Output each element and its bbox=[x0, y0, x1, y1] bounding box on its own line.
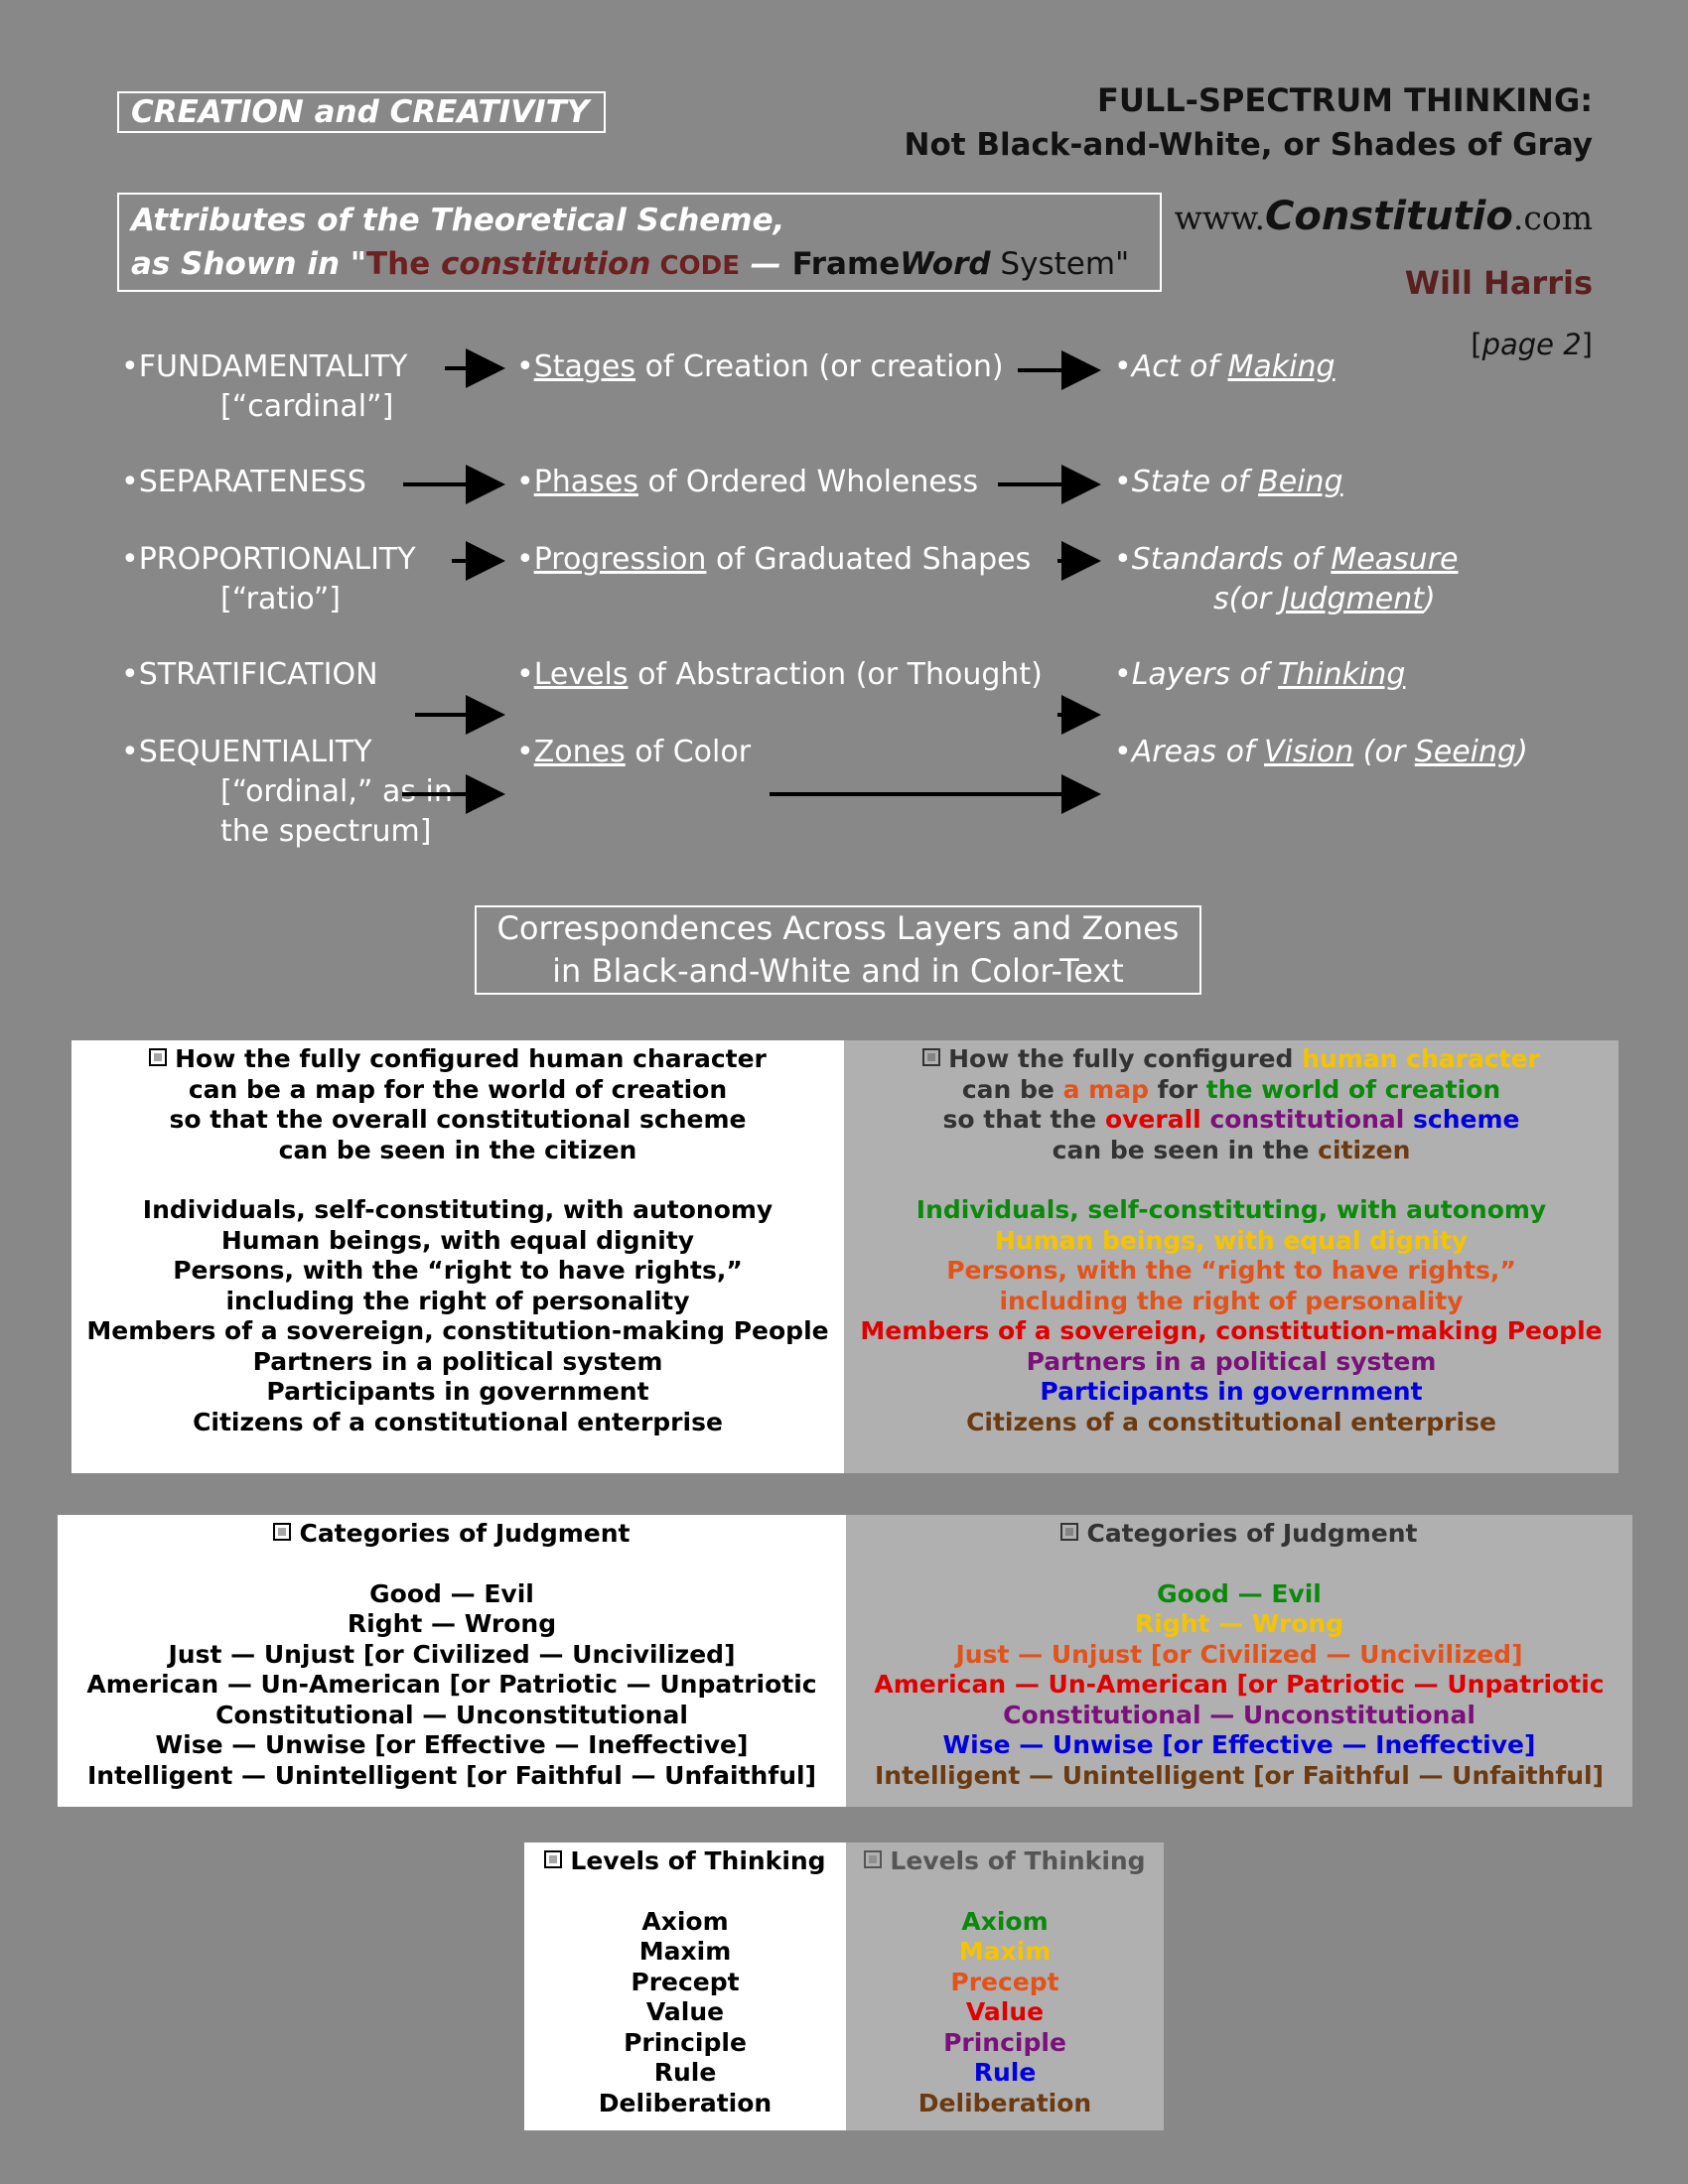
list-item: Axiom bbox=[961, 1906, 1049, 1936]
list-item: Principle bbox=[624, 2027, 747, 2057]
list-item: Wise — Unwise [or Effective — Ineffective] bbox=[942, 1730, 1536, 1759]
list-item: Individuals, self-constituting, with autonomy bbox=[915, 1195, 1547, 1224]
list-item: Good — Evil bbox=[369, 1578, 534, 1608]
attribute-separateness: •SEPARATENESS bbox=[121, 465, 366, 499]
page-subtitle: Not Black-and-White, or Shades of Gray bbox=[904, 127, 1593, 163]
list-item: Wise — Unwise [or Effective — Ineffective] bbox=[155, 1730, 749, 1759]
table-heading: Categories of Judgment bbox=[58, 1519, 846, 1550]
judgment-table-color bbox=[846, 1515, 1632, 1807]
site-prefix: www. bbox=[1174, 199, 1265, 237]
list-item: Value bbox=[965, 1997, 1045, 2026]
judgment-table-bw bbox=[58, 1515, 846, 1807]
list-item: Rule bbox=[973, 2058, 1037, 2087]
list-item: Right — Wrong bbox=[347, 1609, 557, 1638]
levels-of-abstraction: •Levels of Abstraction (or Thought) bbox=[516, 657, 1043, 692]
attribute-proportionality: •PROPORTIONALITY bbox=[121, 542, 416, 577]
or-judgment: s(or Judgment) bbox=[1213, 582, 1436, 616]
character-table-color: How the fully configured human character can be a map for the world of creation so that the overall constitutional scheme can be seen in the citizen Individuals, self-constituting, with autonomy Human beings, with equal dignity Persons, with the “right to have rights,” including the right of personality Members of a sovereign, constitution-making People Partners in a political system Participants in government Citizens of a constitutional enterprise bbox=[844, 1040, 1618, 1473]
list-item: Participants in government bbox=[1040, 1377, 1423, 1406]
attribute-note-line2: the spectrum] bbox=[220, 814, 432, 849]
box-icon bbox=[864, 1850, 882, 1868]
page-number: [page 2] bbox=[1471, 328, 1593, 361]
state-of-being: •State of Being bbox=[1114, 465, 1343, 499]
stages-of-creation: •Stages of Creation (or creation) bbox=[516, 349, 1004, 384]
table-heading: Categories of Judgment bbox=[846, 1519, 1632, 1550]
list-item: Intelligent — Unintelligent [or Faithful — Unfaithful] bbox=[874, 1760, 1605, 1790]
list-item: American — Un-American [or Patriotic — Unpatriotic bbox=[86, 1670, 817, 1699]
box-icon bbox=[1060, 1523, 1078, 1541]
list-item: Partners in a political system bbox=[252, 1346, 663, 1376]
phases-of-wholeness: •Phases of Ordered Wholeness bbox=[516, 465, 979, 499]
list-item: Individuals, self-constituting, with autonomy bbox=[142, 1195, 774, 1224]
attribute-stratification: •STRATIFICATION bbox=[121, 657, 378, 692]
list-item: Intelligent — Unintelligent [or Faithful — Unfaithful] bbox=[86, 1760, 817, 1790]
list-item: Deliberation bbox=[598, 2088, 773, 2117]
list-item: Members of a sovereign, constitution-making People bbox=[860, 1316, 1603, 1345]
attribute-note: [“ordinal,” as in bbox=[220, 774, 453, 809]
list-item: including the right of personality bbox=[999, 1286, 1464, 1315]
list-item: Maxim bbox=[638, 1937, 732, 1966]
list-item: Persons, with the “right to have rights,” bbox=[946, 1256, 1516, 1285]
site-name: Constitutio bbox=[1264, 194, 1513, 239]
attribute-fundamentality: •FUNDAMENTALITY bbox=[121, 349, 408, 384]
list-item: Partners in a political system bbox=[1026, 1346, 1437, 1376]
list-item: including the right of personality bbox=[225, 1286, 690, 1315]
list-item: Just — Unjust [or Civilized — Uncivilized] bbox=[168, 1639, 736, 1669]
attribute-note: [“cardinal”] bbox=[220, 389, 394, 424]
attribute-sequentiality: •SEQUENTIALITY bbox=[121, 735, 372, 769]
box-icon bbox=[149, 1048, 167, 1066]
list-item: American — Un-American [or Patriotic — Unpatriotic bbox=[874, 1670, 1605, 1699]
list-item: Constitutional — Unconstitutional bbox=[215, 1700, 688, 1729]
progression-of-shapes: •Progression of Graduated Shapes bbox=[516, 542, 1032, 577]
list-item: Value bbox=[645, 1997, 725, 2026]
areas-of-vision: •Areas of Vision (or Seeing) bbox=[1114, 735, 1528, 769]
box-icon bbox=[544, 1850, 562, 1868]
list-item: Human beings, with equal dignity bbox=[220, 1225, 695, 1255]
list-item: Citizens of a constitutional enterprise bbox=[966, 1407, 1496, 1436]
list-item: Persons, with the “right to have rights,” bbox=[173, 1256, 743, 1285]
page-title: FULL-SPECTRUM THINKING: bbox=[1096, 81, 1593, 119]
attributes-line2: as Shown in "The constitution CODE — FrameWord System" bbox=[131, 246, 1130, 282]
list-item: Constitutional — Unconstitutional bbox=[1003, 1700, 1476, 1729]
list-item: Citizens of a constitutional enterprise bbox=[193, 1407, 723, 1436]
section-label: CREATION and CREATIVITY bbox=[117, 91, 606, 133]
table-heading: Levels of Thinking bbox=[846, 1846, 1164, 1877]
layers-of-thinking: •Layers of Thinking bbox=[1114, 657, 1406, 692]
list-item: Axiom bbox=[641, 1906, 729, 1936]
list-item: Just — Unjust [or Civilized — Uncivilized] bbox=[955, 1639, 1523, 1669]
list-item: Deliberation bbox=[917, 2088, 1092, 2117]
site-suffix: .com bbox=[1512, 199, 1593, 237]
list-item: Members of a sovereign, constitution-making People bbox=[86, 1316, 829, 1345]
table-heading: Levels of Thinking bbox=[524, 1846, 846, 1877]
list-item: Rule bbox=[653, 2058, 717, 2087]
correspondences-title: Correspondences Across Layers and Zones in Black-and-White and in Color-Text bbox=[475, 905, 1201, 995]
list-item: Human beings, with equal dignity bbox=[994, 1225, 1469, 1255]
list-item: Participants in government bbox=[266, 1377, 649, 1406]
list-item: Precept bbox=[950, 1967, 1059, 1996]
standards-of-measure: •Standards of Measure bbox=[1114, 542, 1459, 577]
zones-of-color: •Zones of Color bbox=[516, 735, 752, 769]
author-name: Will Harris bbox=[1404, 264, 1593, 302]
table-heading: How the fully configured human character bbox=[71, 1044, 844, 1075]
box-icon bbox=[922, 1048, 940, 1066]
list-item: Precept bbox=[631, 1967, 740, 1996]
list-item: Maxim bbox=[958, 1937, 1052, 1966]
list-item: Right — Wrong bbox=[1134, 1609, 1344, 1638]
attribute-note: [“ratio”] bbox=[220, 582, 341, 616]
box-icon bbox=[273, 1523, 291, 1541]
list-item: Principle bbox=[943, 2027, 1066, 2057]
thinking-table-color bbox=[846, 1843, 1164, 2130]
scheme-arrows bbox=[0, 0, 1688, 893]
thinking-table-bw bbox=[524, 1843, 846, 2130]
table-heading: How the fully configured human character bbox=[844, 1044, 1618, 1075]
act-of-making: •Act of Making bbox=[1114, 349, 1336, 384]
attributes-line1: Attributes of the Theoretical Scheme, bbox=[131, 203, 785, 238]
character-table-bw: How the fully configured human character can be a map for the world of creation so that the overall constitutional scheme can be seen in the citizen Individuals, self-constituting, with autonomy Human beings, with equal dignity Persons, with the “right to have rights,” including the right of personality Members of a sovereign, constitution-making People Partners in a political system Participants in government Citizens of a constitutional enterprise bbox=[71, 1040, 844, 1473]
list-item: Good — Evil bbox=[1157, 1578, 1322, 1608]
